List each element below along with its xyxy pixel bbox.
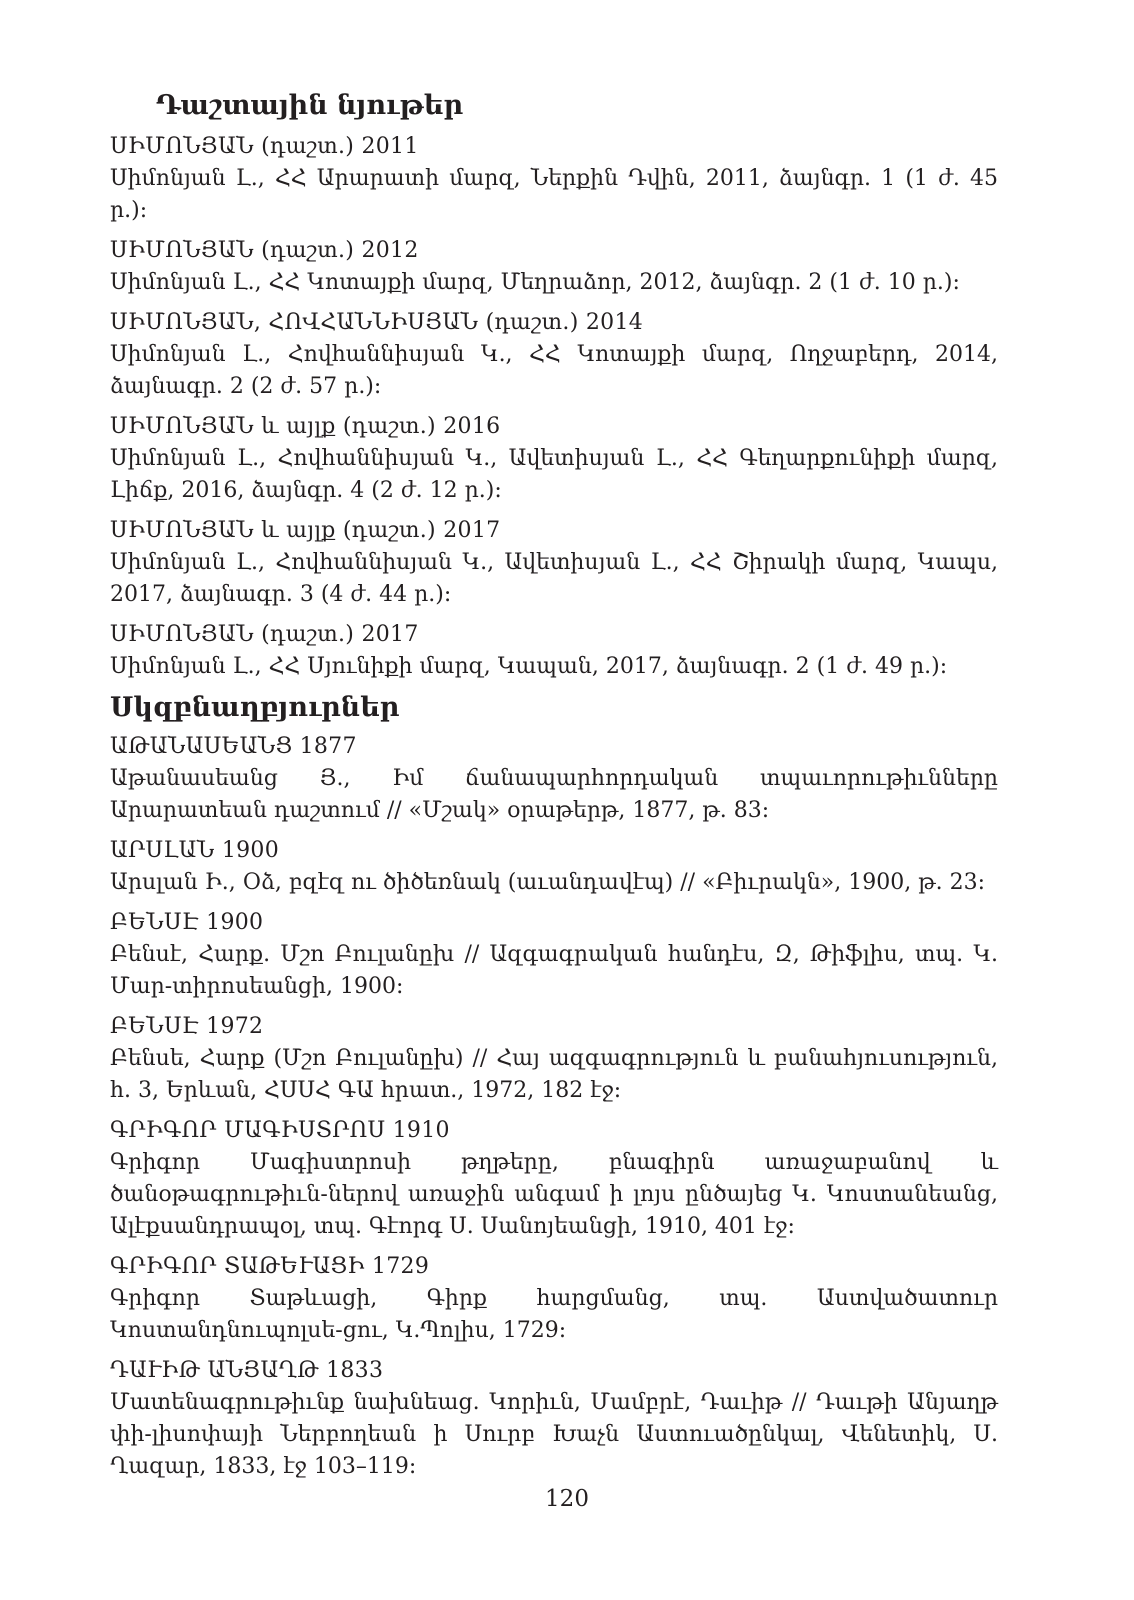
bibliography-entry xyxy=(110,514,998,611)
entry-key: ԱՐՍԼԱՆ 1900 xyxy=(110,838,280,863)
section-title-primary-sources: Սկզբնաղբյուրներ xyxy=(110,692,400,723)
entry-text: Սիմոնյան Լ., ՀՀ Սյունիքի մարզ, Կապան, 2017, ձայնագր. 2 (1 ժ. 49 ր.): xyxy=(110,654,948,679)
entry-text: Բենսէ, Հարք. Մշո Բուլանըխ // Ազգագրական հանդէս, Զ, Թիֆլիս, տպ. Կ. Մար-տիրոսեանցի, 1900: xyxy=(110,942,998,999)
bibliography-entry xyxy=(110,306,998,403)
entry-text: Մատենագրութիւնք նախնեաց. Կորիւն, Մամբրէ, Դաւիթ // Դաւթի Անյաղթ փի-լիսոփայի Ներբողեան ի Սուրբ Խաչն Աստուածընկալ, Վենետիկ, Ս. Ղազար, 1833, էջ 103–119: xyxy=(110,1390,998,1479)
entry-key: ՍԻՄՈՆՅԱՆ (դաշտ.) 2011 xyxy=(110,134,419,159)
entry-text: Սիմոնյան Լ., Հովհաննիսյան Կ., Ավետիսյան Լ., ՀՀ Շիրակի մարզ, Կապս, 2017, ձայնագր. 3 (4 ժ. 44 ր.): xyxy=(110,550,998,607)
entry-key: ՍԻՄՈՆՅԱՆ, ՀՈՎՀԱՆՆԻՍՅԱՆ (դաշտ.) 2014 xyxy=(110,310,644,335)
entry-key: ՍԻՄՈՆՅԱՆ և այլք (դաշտ.) 2017 xyxy=(110,518,501,543)
bibliography-entry xyxy=(110,618,998,683)
entry-key: ԲԵՆՍԷ 1972 xyxy=(110,1014,264,1039)
entry-text: Գրիգոր Մագիստրոսի թղթերը, բնագիրն առաջաբանով և ծանօթագրութիւն-ներով առաջին անգամ ի լոյս ընծայեց Կ. Կոստանեանց, Ալէքսանդրապօլ, տպ. Գէորգ Ս. Սանոյեանցի, 1910, 401 էջ: xyxy=(110,1150,998,1239)
bibliography-entry xyxy=(110,1354,998,1483)
bibliography-entry xyxy=(110,730,998,827)
entry-text: Արսլան Ի., Օձ, բզէզ ու ծիծեռնակ (աւանդավէպ) // «Բիւրակն», 1900, թ. 23: xyxy=(110,870,986,895)
entry-text: Բենսե, Հարք (Մշո Բուլանըխ) // Հայ ազգագրություն և բանահյուսություն, հ. 3, Երևան, ՀՍՍՀ ԳԱ հրատ., 1972, 182 էջ: xyxy=(110,1046,998,1103)
entry-text: Սիմոնյան Լ., ՀՀ Կոտայքի մարզ, Մեղրաձոր, 2012, ձայնգր. 2 (1 ժ. 10 ր.): xyxy=(110,270,960,295)
entry-key: ՍԻՄՈՆՅԱՆ (դաշտ.) 2012 xyxy=(110,238,419,263)
entry-key: ԱԹԱՆԱՍԵԱՆՑ 1877 xyxy=(110,734,357,759)
entry-key: ԳՐԻԳՈՐ ՏԱԹԵՒԱՑԻ 1729 xyxy=(110,1254,430,1279)
bibliography-entry xyxy=(110,130,998,227)
bibliography-entry xyxy=(110,1114,998,1243)
entry-text: Սիմոնյան Լ., Հովհաննիսյան Կ., ՀՀ Կոտայքի մարզ, Ողջաբերդ, 2014, ձայնագր. 2 (2 ժ. 57 ր.): xyxy=(110,342,998,399)
bibliography-entry xyxy=(110,1250,998,1347)
entry-text: Սիմոնյան Լ., ՀՀ Արարատի մարզ, Ներքին Դվին, 2011, ձայնգր. 1 (1 ժ. 45 ր.): xyxy=(110,166,998,223)
section-title-field-materials: Դաշտային նյութեր xyxy=(156,90,464,121)
bibliography-entry xyxy=(110,410,998,507)
bibliography-entry xyxy=(110,234,998,299)
page-number: 120 xyxy=(545,1486,589,1512)
entry-key: ԲԵՆՍԷ 1900 xyxy=(110,910,264,935)
bibliography-entry xyxy=(110,1010,998,1107)
bibliography-entry xyxy=(110,906,998,1003)
page-content xyxy=(110,88,998,1490)
entry-key: ՍԻՄՈՆՅԱՆ (դաշտ.) 2017 xyxy=(110,622,419,647)
entry-text: Գրիգոր Տաթևացի, Գիրք հարցմանց, տպ. Աստվածատուր Կոստանդնուպոլսե-ցու, Կ.Պոլիս, 1729: xyxy=(110,1286,998,1343)
entry-text: Աթանասեանց Յ., Իմ ճանապարհորդական տպաւորութիւնները Արարատեան դաշտում // «Մշակ» օրաթերթ, 1877, թ. 83: xyxy=(110,766,998,823)
entry-key: ԳՐԻԳՈՐ ՄԱԳԻՍՏՐՈՍ 1910 xyxy=(110,1118,450,1143)
entry-key: ԴԱՒԻԹ ԱՆՅԱՂԹ 1833 xyxy=(110,1358,384,1383)
entry-key: ՍԻՄՈՆՅԱՆ և այլք (դաշտ.) 2016 xyxy=(110,414,501,439)
bibliography-entry xyxy=(110,834,998,899)
entry-text: Սիմոնյան Լ., Հովհաննիսյան Կ., Ավետիսյան Լ., ՀՀ Գեղարքունիքի մարզ, Լիճք, 2016, ձայնգր. 4 (2 ժ. 12 ր.): xyxy=(110,446,998,503)
